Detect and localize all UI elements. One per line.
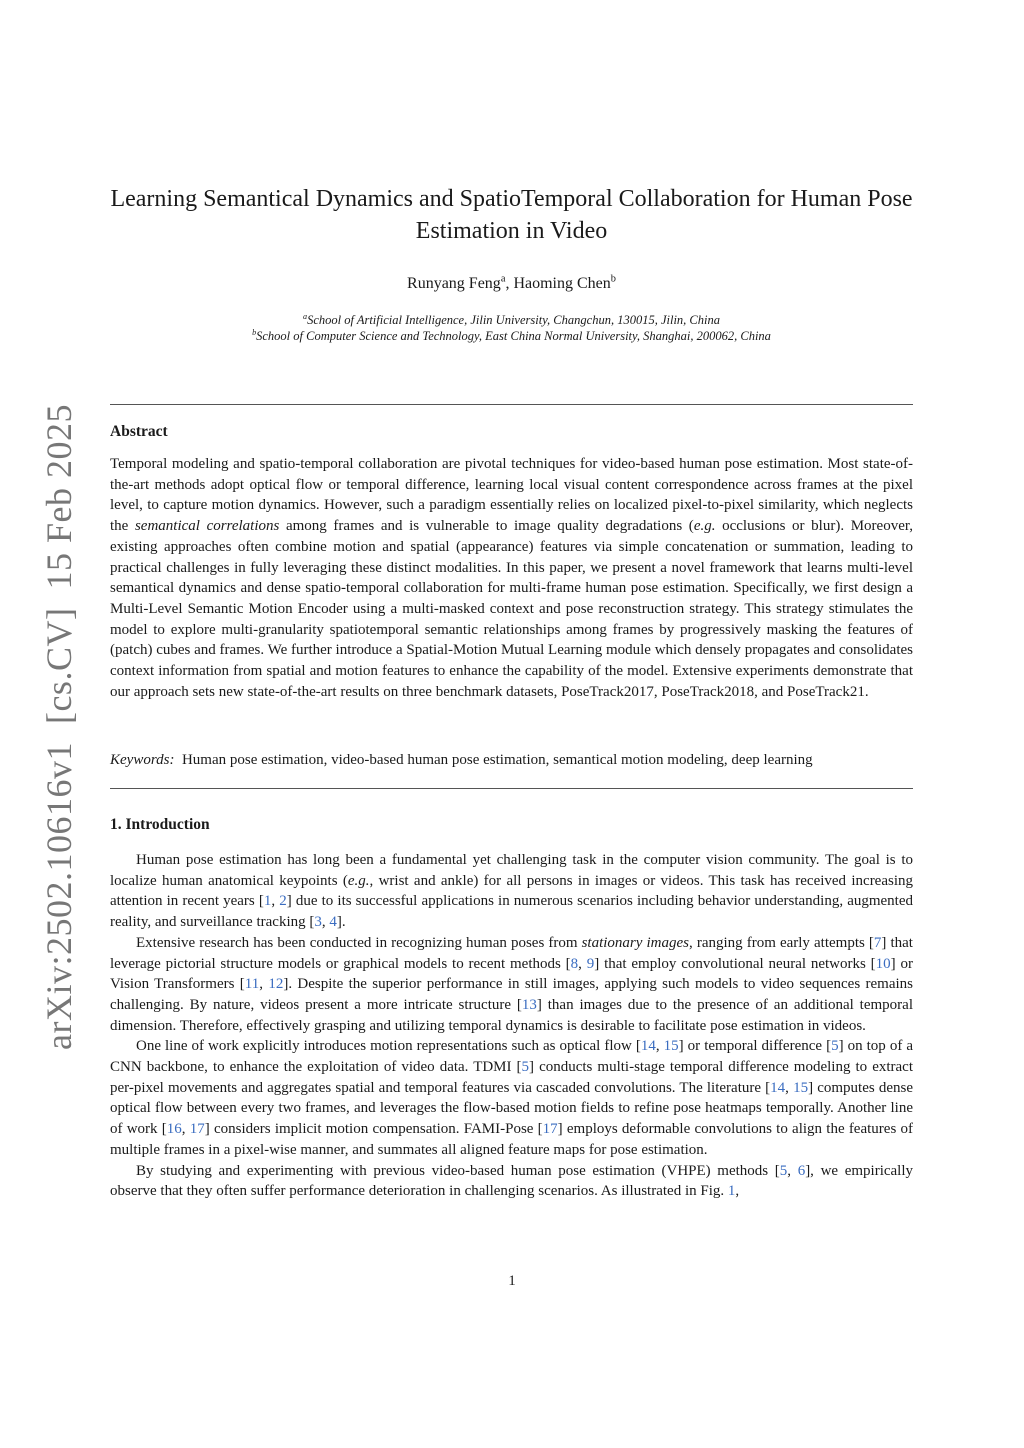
paragraph-text: , — [271, 893, 280, 910]
paragraph-text: ] considers implicit motion compensation. FAMI-Pose [ — [204, 1121, 543, 1138]
citation-link[interactable]: 6 — [797, 1162, 806, 1179]
author-list: Runyang Feng$^a$, Haoming Chen$^b$ — [407, 273, 616, 292]
paragraph-text: By studying and experimenting with previous video-based human pose estimation (VHPE) methods [ — [136, 1162, 780, 1179]
affiliation-text: School of Artificial Intelligence, Jilin University, Changchun, 130015, Jilin, China — [307, 313, 720, 327]
arxiv-date: 15 Feb 2025 — [39, 404, 79, 590]
citation-link[interactable]: 16 — [166, 1121, 182, 1138]
introduction-paragraph — [110, 1161, 913, 1202]
paragraph-text: ] or Vision Transformers [ — [110, 955, 913, 993]
introduction-paragraph — [110, 933, 913, 1037]
citation-link[interactable]: 1 — [727, 1183, 736, 1200]
citation-link[interactable]: 8 — [570, 955, 579, 972]
citation-link[interactable]: 9 — [586, 955, 595, 972]
paragraph-text: , — [735, 1183, 740, 1200]
affiliation-list — [110, 312, 913, 344]
paragraph-text: , wrist and ankle) for all persons in images or videos. This task has received increasing attention in recent years [ — [110, 872, 914, 910]
keywords-label: Keywords: — [110, 752, 175, 768]
citation-link[interactable]: 1 — [263, 893, 272, 910]
introduction-heading: 1. Introduction — [110, 816, 210, 833]
citation-link[interactable]: 3 — [314, 914, 322, 931]
paragraph-text: , — [655, 1038, 664, 1055]
citation-link[interactable]: 7 — [873, 934, 882, 951]
affiliation-mark: b — [252, 327, 257, 337]
keywords-text: Human pose estimation, video-based human pose estimation, semantical motion modeling, deep learning — [181, 752, 813, 768]
abstract-emphasis: semantical correlations — [134, 518, 280, 535]
author-affiliation-mark: a — [500, 273, 506, 285]
keywords — [110, 750, 913, 771]
abstract-emphasis: e.g. — [693, 518, 716, 535]
paragraph-text: ] employs deformable convolutions to align the features of multiple frames in a pixel-wise manner, and summates all aligned feature maps for pose estimation. — [110, 1121, 913, 1158]
page-number: 1 — [508, 1273, 516, 1289]
abstract-text-part: occlusions or blur). Moreover, existing approaches often combine motion and spatial (appearance) features via simple concatenation or summation, leading to practical challenges in fully leveraging these distinct modalities. In this paper, we present a novel framework that learns multi-level semantical dynamics and dense spatio-temporal collaboration for multi-frame human pose estimation. Specifically, we first design a Multi-Level Semantic Motion Encoder using a multi-masked context and pose reconstruction strategy. This strategy stimulates the model to explore multi-granularity spatiotemporal semantic relationships among frames by progressively masking the features of (patch) cubes and frames. We further introduce a Spatial-Motion Mutual Learning module which densely propagates and consolidates context information from spatial and motion features to enhance the capability of the model. Extensive experiments demonstrate that our approach sets new state-of-the-art results on three benchmark datasets, PoseTrack2017, PoseTrack2018, and PoseTrack21. — [110, 518, 914, 700]
arxiv-category: [cs.CV] — [39, 607, 79, 725]
introduction-paragraph — [110, 850, 913, 933]
paragraph-text: Human pose estimation has long been a fundamental yet challenging task in the computer vision community. The goal is to localize human anatomical keypoints ( — [110, 852, 913, 889]
emphasized-text: stationary images — [581, 934, 689, 951]
paragraph-text: ] on top of a CNN backbone, to enhance the exploitation of video data. TDMI [ — [110, 1038, 914, 1076]
abstract-text-part: among frames and is vulnerable to image quality degradations ( — [279, 518, 694, 535]
paragraph-text: , — [321, 914, 330, 931]
emphasized-text: e.g. — [347, 872, 370, 889]
paragraph-text: Extensive research has been conducted in recognizing human poses from — [136, 934, 582, 951]
citation-link[interactable]: 14 — [640, 1038, 656, 1055]
citation-link[interactable]: 15 — [663, 1038, 679, 1055]
citation-link[interactable]: 14 — [770, 1079, 786, 1096]
paragraph-text: , — [259, 976, 269, 993]
paragraph-text: , ranging from early attempts [ — [689, 934, 874, 951]
citation-link[interactable]: 15 — [793, 1079, 809, 1096]
paragraph-text: ] that employ convolutional neural networks [ — [594, 955, 876, 972]
paragraph-text: ] computes dense optical flow between every two frames, and leverages the flow-based motion fields to refine pose heatmaps temporally. Another line of work [ — [110, 1079, 914, 1138]
paragraph-text: , — [787, 1162, 798, 1179]
citation-link[interactable]: 5 — [521, 1059, 530, 1076]
paragraph-text: ] that leverage pictorial structure models or graphical models to recent methods [ — [110, 934, 913, 972]
citation-link[interactable]: 11 — [244, 976, 260, 993]
paragraph-text: , — [578, 955, 587, 972]
paper-title: Learning Semantical Dynamics and SpatioTemporal Collaboration for Human Pose Estimation in Video — [110, 186, 913, 244]
paragraph-text: ] or temporal difference [ — [678, 1038, 832, 1055]
paragraph-text: , — [785, 1079, 794, 1096]
citation-link[interactable]: 12 — [268, 976, 284, 993]
citation-link[interactable]: 5 — [779, 1162, 788, 1179]
paragraph-text: ]. — [336, 914, 346, 931]
author-name: Runyang Feng — [407, 275, 501, 292]
citation-link[interactable]: 2 — [279, 893, 287, 910]
abstract-bottom-rule — [110, 788, 913, 789]
citation-link[interactable]: 17 — [189, 1121, 205, 1138]
affiliation — [110, 328, 913, 344]
arxiv-id: arXiv:2502.10616v1 — [39, 742, 79, 1050]
introduction-body — [110, 850, 913, 1202]
paragraph-text: One line of work explicitly introduces motion representations such as optical flow [ — [136, 1038, 641, 1055]
paragraph-text: ] than images due to the presence of an additional temporal dimension. Therefore, effectively grasping and utilizing temporal dynamics is desirable to facilitate pose estimation in videos. — [110, 996, 913, 1034]
citation-link[interactable]: 10 — [875, 955, 891, 972]
introduction-paragraph — [110, 1036, 913, 1160]
paragraph-text: ] due to its successful applications in numerous scenarios including behavior understanding, augmented reality, and surveillance tracking [ — [110, 893, 914, 931]
arxiv-identifier-stamp — [38, 386, 80, 1050]
citation-link[interactable]: 5 — [831, 1038, 839, 1055]
citation-link[interactable]: 13 — [521, 996, 537, 1013]
affiliation — [110, 312, 913, 328]
paragraph-text: , — [181, 1121, 190, 1138]
paragraph-text: ], we empirically observe that they often suffer performance deterioration in challenging scenarios. As illustrated in Fig. — [110, 1162, 914, 1200]
author-affiliation-mark: b — [610, 273, 616, 285]
paragraph-text: ] conducts multi-stage temporal difference modeling to extract per-pixel movements and aggregates spatial and temporal features via cascaded convolutions. The literature [ — [110, 1059, 913, 1096]
citation-link[interactable]: 4 — [329, 914, 337, 931]
abstract-body — [110, 454, 913, 702]
abstract-heading: Abstract — [110, 423, 168, 440]
author-name: Haoming Chen — [513, 275, 611, 292]
affiliation-text: School of Computer Science and Technology, East China Normal University, Shanghai, 200062, China — [256, 329, 771, 343]
citation-link[interactable]: 17 — [542, 1121, 558, 1138]
abstract-text-part: Temporal modeling and spatio-temporal collaboration are pivotal techniques for video-based human pose estimation. Most state-of-the-art methods adopt optical flow or temporal difference, learning local visual content correspondence across frames at the pixel level, to capture motion dynamics. However, such a paradigm essentially relies on localized pixel-to-pixel similarity, which neglects the — [110, 456, 913, 535]
affiliation-mark: a — [303, 311, 308, 321]
abstract-top-rule — [110, 404, 913, 405]
paragraph-text: ]. Despite the superior performance in still images, applying such models to video sequences remains challenging. By nature, videos present a more intricate structure [ — [110, 976, 913, 1013]
